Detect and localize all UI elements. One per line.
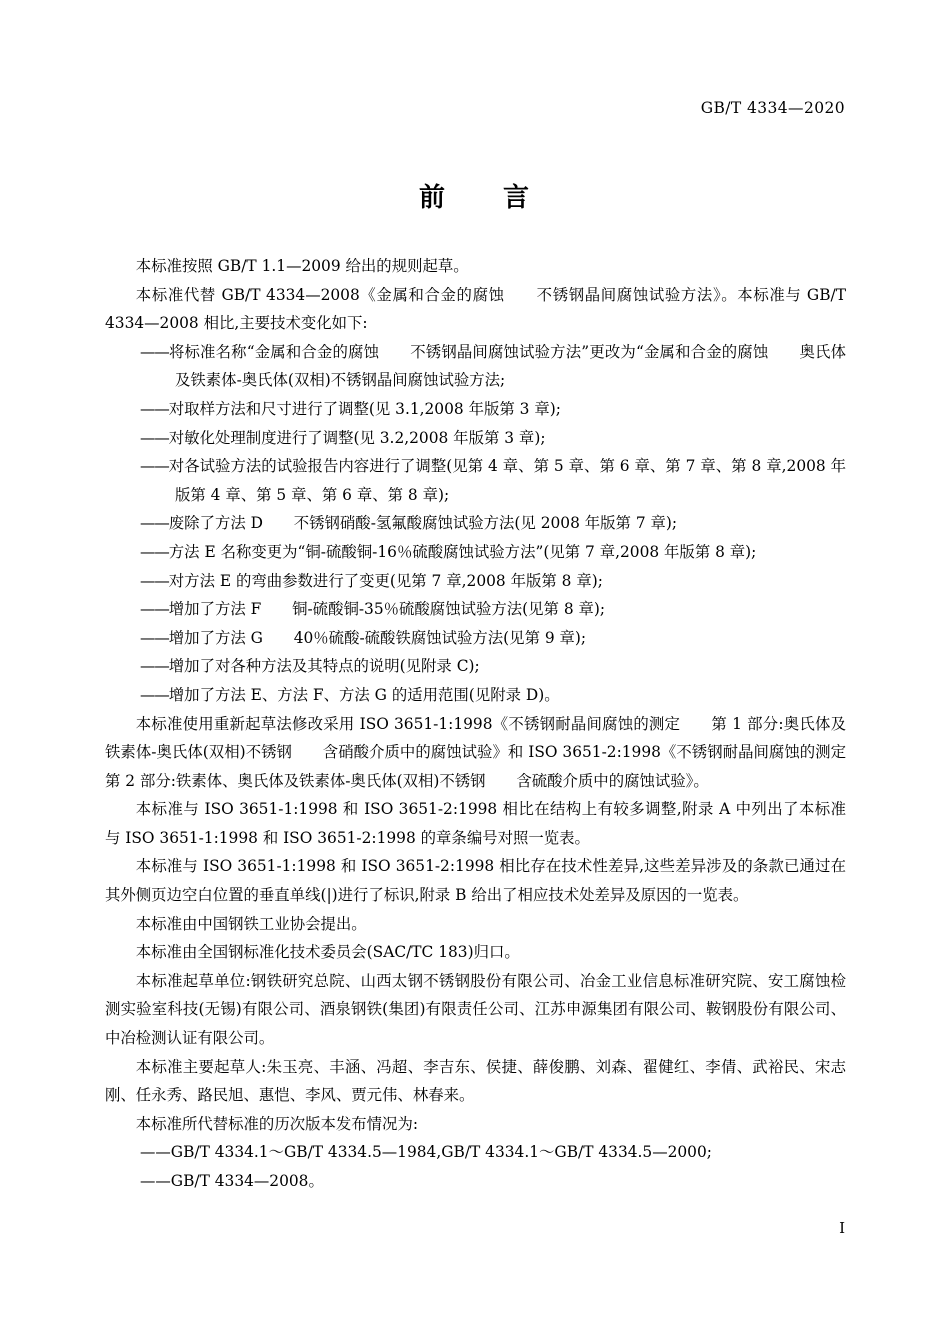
history-item <box>105 1167 846 1196</box>
paragraph-intro-2: 本标准代替 GB/T 4334—2008《金属和合金的腐蚀 不锈钢晶间腐蚀试验方法》。本标准与 GB/T 4334—2008 相比,主要技术变化如下: <box>105 285 846 333</box>
change-item-text: 废除了方法 D 不锈钢硝酸-氢氟酸腐蚀试验方法(见 2008 年版第 7 章); <box>168 514 678 533</box>
dash-marker: —— <box>140 685 169 704</box>
paragraph-drafting-units: 本标准起草单位:钢铁研究总院、山西太钢不锈钢股份有限公司、冶金工业信息标准研究院、安工腐蚀检测实验室科技(无锡)有限公司、酒泉钢铁(集团)有限责任公司、江苏申源集团有限公司、鞍钢股份有限公司、中冶检测认证有限公司。 <box>105 971 846 1048</box>
paragraph-history-intro: 本标准所代替标准的历次版本发布情况为: <box>135 1114 419 1133</box>
change-item <box>105 395 846 424</box>
change-item <box>105 624 846 653</box>
change-item-text: 对方法 E 的弯曲参数进行了变更(见第 7 章,2008 年版第 8 章); <box>168 571 603 590</box>
history-item <box>105 1138 846 1167</box>
paragraph-drafters: 本标准主要起草人:朱玉亮、丰涵、冯超、李吉东、侯捷、薛俊鹏、刘森、翟健红、李倩、武裕民、宋志刚、任永秀、路民旭、惠恺、李风、贾元伟、林春来。 <box>105 1057 846 1105</box>
history-item-text: GB/T 4334.1～GB/T 4334.5—1984,GB/T 4334.1～GB/T 4334.5—2000; <box>170 1143 712 1162</box>
dash-marker: —— <box>140 342 169 361</box>
change-item-text: 将标准名称“金属和合金的腐蚀 不锈钢晶间腐蚀试验方法”更改为“金属和合金的腐蚀 奥氏体及铁素体-奥氏体(双相)不锈钢晶间腐蚀试验方法; <box>168 342 846 390</box>
dash-marker: —— <box>140 457 169 476</box>
paragraph-structure-diff: 本标准与 ISO 3651-1:1998 和 ISO 3651-2:1998 相比在结构上有较多调整,附录 A 中列出了本标准与 ISO 3651-1:1998 和 ISO 3651-2:1998 的章条编号对照一览表。 <box>105 800 846 847</box>
change-item-text: 增加了方法 E、方法 F、方法 G 的适用范围(见附录 D)。 <box>168 685 560 704</box>
change-item <box>105 567 846 596</box>
dash-marker: —— <box>140 399 169 418</box>
paragraph-proposer: 本标准由中国钢铁工业协会提出。 <box>135 914 367 933</box>
running-header <box>701 99 845 117</box>
change-item-text: 增加了方法 G 40％硫酸-硫酸铁腐蚀试验方法(见第 9 章); <box>168 628 587 647</box>
foreword-body <box>105 252 877 1196</box>
dash-marker: —— <box>140 542 169 561</box>
page-title: 前 言 <box>418 183 531 213</box>
dash-marker: —— <box>140 600 169 619</box>
page-number: I <box>839 1219 845 1237</box>
history-item-text: GB/T 4334—2008。 <box>170 1172 324 1190</box>
dash-marker: —— <box>140 428 169 447</box>
change-item <box>105 452 846 509</box>
paragraph-technical-diff: 本标准与 ISO 3651-1:1998 和 ISO 3651-2:1998 相比存在技术性差异,这些差异涉及的条款已通过在其外侧页边空白位置的垂直单线(|)进行了标识,附录 B 给出了相应技术处差异及原因的一览表。 <box>105 857 846 905</box>
change-item-text: 对取样方法和尺寸进行了调整(见 3.1,2008 年版第 3 章); <box>168 399 561 418</box>
change-item <box>105 595 846 624</box>
change-item-text: 对敏化处理制度进行了调整(见 3.2,2008 年版第 3 章); <box>168 428 546 447</box>
dash-marker: —— <box>140 628 169 647</box>
dash-marker: —— <box>140 1172 171 1190</box>
change-item <box>105 652 846 681</box>
dash-marker: —— <box>140 657 169 676</box>
dash-marker: —— <box>140 1143 171 1162</box>
change-item-text: 方法 E 名称变更为“铜-硫酸铜-16％硫酸腐蚀试验方法”(见第 7 章,2008 年版第 8 章); <box>168 542 757 561</box>
paragraph-intro-1: 本标准按照 GB/T 1.1—2009 给出的规则起草。 <box>135 257 469 275</box>
change-item-text: 对各试验方法的试验报告内容进行了调整(见第 4 章、第 5 章、第 6 章、第 7 章、第 8 章,2008 年版第 4 章、第 5 章、第 6 章、第 8 章); <box>168 457 846 504</box>
change-item <box>105 538 846 567</box>
change-item <box>105 681 846 710</box>
dash-marker: —— <box>140 514 169 533</box>
paragraph-committee: 本标准由全国钢标准化技术委员会(SAC/TC 183)归口。 <box>135 943 520 962</box>
change-item <box>105 424 846 453</box>
standard-number: GB/T 4334—2020 <box>700 99 845 117</box>
change-item-text: 增加了对各种方法及其特点的说明(见附录 C); <box>168 657 480 676</box>
change-item-text: 增加了方法 F 铜-硫酸铜-35％硫酸腐蚀试验方法(见第 8 章); <box>168 600 606 619</box>
change-item <box>105 338 846 395</box>
paragraph-iso-adoption: 本标准使用重新起草法修改采用 ISO 3651-1:1998《不锈钢耐晶间腐蚀的测定 第 1 部分:奥氏体及铁素体-奥氏体(双相)不锈钢 含硝酸介质中的腐蚀试验》和 ISO 3651-2:1998《不锈钢耐晶间腐蚀的测定 第 2 部分:铁素体、奥氏体及铁素体-奥氏体(双相)不锈钢 含硫酸介质中的腐蚀试验》。 <box>105 714 877 790</box>
dash-marker: —— <box>140 571 169 590</box>
change-item <box>105 509 846 538</box>
